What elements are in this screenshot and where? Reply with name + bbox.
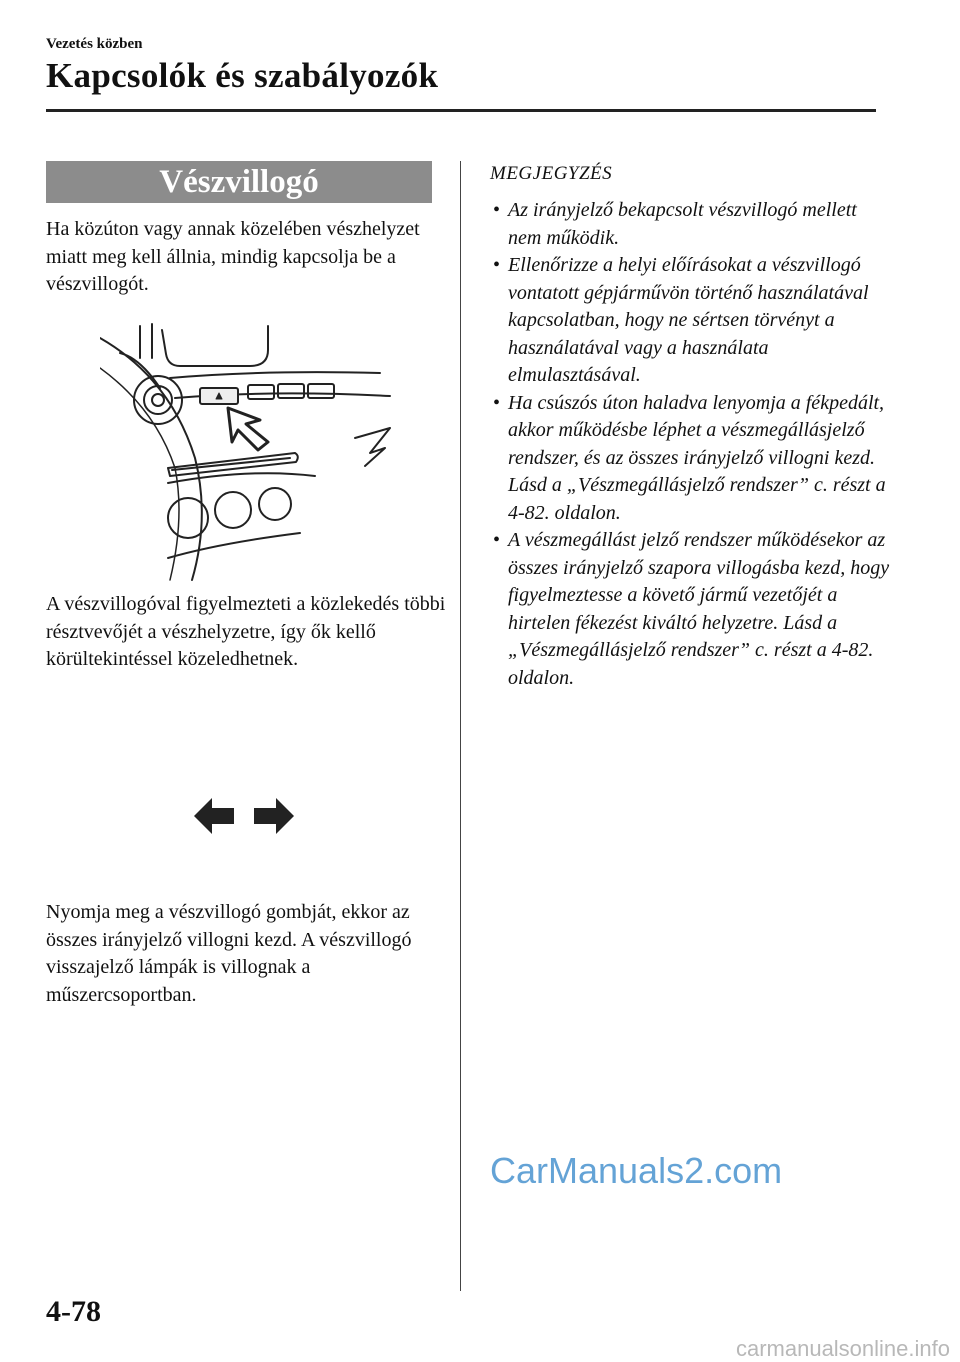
breadcrumb: Vezetés közben (46, 36, 143, 52)
note-item (490, 390, 890, 528)
section-heading: Vészvillogó (46, 161, 432, 203)
header-rule (46, 109, 876, 112)
note-item-text: Az irányjelző bekapcsolt vészvillogó mellett nem működik. (508, 199, 857, 249)
note-item (490, 197, 890, 252)
chapter-title: Kapcsolók és szabályozók (46, 56, 439, 95)
note-item (490, 252, 890, 390)
note-item-text: Ellenőrizze a helyi előírásokat a vészvillogó vontatott gépjárművön történő használatával kapcsolatban, hogy ne sértsen törvényt a használatával vagy a használata elmulasztásával. (508, 254, 869, 386)
warning-paragraph: A vészvillogóval figyelmezteti a közlekedés többi résztvevőjét a vészhelyzetre, így ők kellő körültekintéssel közeledhetnek. (46, 593, 446, 670)
bullet-icon: • (493, 199, 501, 221)
bullet-icon: • (493, 254, 501, 276)
bullet-icon: • (493, 391, 501, 414)
source-watermark: carmanualsonline.info (735, 1336, 950, 1361)
watermark-logo: CarManuals2.com (490, 1150, 783, 1191)
page-number: 4-78 (46, 1295, 101, 1328)
note-list (490, 197, 890, 692)
operation-paragraph: Nyomja meg a vészvillogó gombját, ekkor az összes irányjelző villogni kezd. A vészvillogó visszajelző lámpák is villognak a műszercsoportban. (46, 901, 412, 1006)
column-divider (460, 161, 461, 1291)
note-item-text: A vészmegállást jelző rendszer működésekor az összes irányjelző szapora villogásba kezd, hogy figyelmeztesse a követő jármű vezetőjét a hirtelen fékezést kiváltó helyzetre. Lásd a „Vészmegállásjelző rendszer” c. részt a 4-82. oldalon. (508, 529, 890, 689)
note-item-text: Ha csúszós úton haladva lenyomja a fékpedált, akkor működésbe léphet a vészmegállásjelző rendszer, és az összes irányjelző villogni kezd. Lásd a „Vészmegállásjelző rendszer” c. részt a 4-82. oldalon. (508, 391, 886, 524)
hazard-switch-dashboard-illustration (100, 318, 400, 588)
note-item (490, 527, 890, 692)
note-title: MEGJEGYZÉS (490, 163, 613, 184)
intro-paragraph: Ha közúton vagy annak közelében vészhelyzet miatt meg kell állnia, mindig kapcsolja be a vészvillogót. (46, 218, 420, 295)
bullet-icon: • (493, 529, 501, 551)
hazard-arrows-icon (194, 796, 294, 836)
